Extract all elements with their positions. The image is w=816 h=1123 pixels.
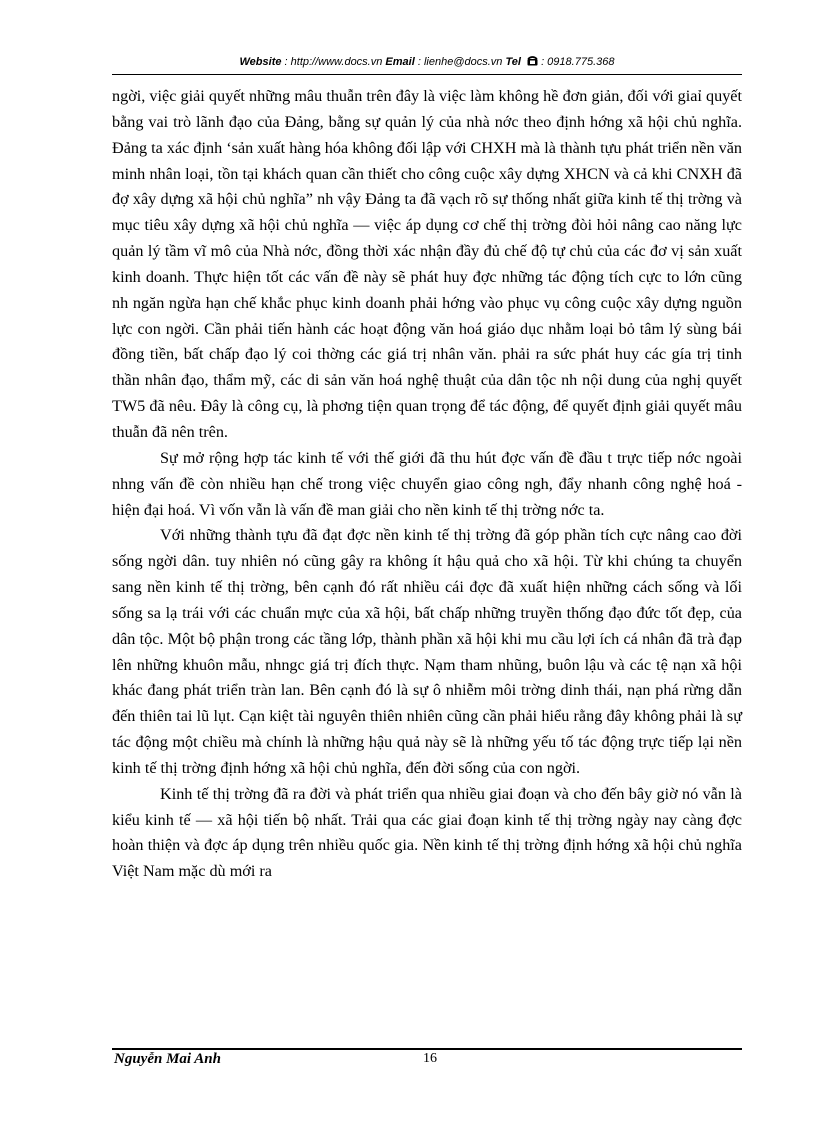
tel-value: : 0918.775.368: [538, 56, 615, 68]
document-body: [112, 84, 742, 885]
header-divider: [112, 74, 742, 75]
email-value: : lienhe@docs.vn: [414, 56, 506, 68]
paragraph-3: Với những thành tựu đã đạt đợc nền kinh tế thị trờng đã góp phần tích cực nâng cao đời sống ngời dân. tuy nhiên nó cũng gây ra không ít hậu quả cho xã hội. Từ khi chúng ta chuyển sang nền kinh tế thị trờng, bên cạnh đó rất nhiều cái đợc đã xuất hiện những cách sống và lối sống sa lạ trái với các chuẩn mực của xã hội, bất chấp những truyền thống đạo đức tốt đẹp, của dân tộc. Một bộ phận trong các tầng lớp, thành phần xã hội khi mu cầu lợi ích cá nhân đã trà đạp lên những khuôn mẫu, nhngc giá trị đích thực. Nạm tham nhũng, buôn lậu và các tệ nạn xã hội khác đang phát triển tràn lan. Bên cạnh đó là sự ô nhiễm môi trờng dinh thái, nạn phá rừng dẫn đến thiên tai lũ lụt. Cạn kiệt tài nguyên thiên nhiên cũng cần phải hiểu rằng đây không phải là sự tác động một chiều mà chính là những hậu quả này sẽ là những yếu tố tác động trực tiếp lại nền kinh tế thị trờng định hớng xã hội chủ nghĩa, đến đời sống của con ngời.: [112, 526, 742, 777]
tel-label: Tel: [505, 56, 521, 68]
paragraph-2: Sự mở rộng hợp tác kinh tế với thế giới đã thu hút đợc vấn đề đầu t trực tiếp nớc ngoài nhng vấn đề còn nhiều hạn chế trong việc chuyển giao công ngh, đẩy nhanh công nghệ hoá - hiện đại hoá. Vì vốn vẫn là vấn đề man giải cho nền kinh tế thị trờng nớc ta.: [112, 448, 742, 519]
paragraph-4: Kinh tế thị trờng đã ra đời và phát triển qua nhiều giai đoạn và cho đến bây giờ nó vẫn là kiểu kinh tế — xã hội tiến bộ nhất. Trải qua các giai đoạn kinh tế thị trờng ngày nay càng đợc hoàn thiện và đợc áp dụng trên nhiều quốc gia. Nền kinh tế thị trờng định hớng xã hội chủ nghĩa Việt Nam mặc dù mới ra: [112, 784, 742, 881]
paragraph-1: ngời, việc giải quyết những mâu thuẫn trên đây là việc làm không hề đơn giản, đối với giaỉ quyết bằng vai trò lãnh đạo của Đảng, bằng sự quản lý của nhà nớc theo định hớng xã hội chủ nghĩa. Đảng ta xác định ‘sản xuất hàng hóa không đối lập với CHXH mà là thành tựu phát triển nền văn minh nhân loại, tồn tại khách quan cần thiết cho công cuộc xây dựng XHCN và cả khi CNXH đã đợ xây dựng xã hội chủ nghĩa” nh vậy Đảng ta đã vạch rõ sự thống nhất giữa kinh tế thị trờng và mục tiêu xây dựng xã hội chủ nghĩa — việc áp dụng cơ chế thị trờng đòi hỏi nâng cao năng lực quản lý tầm vĩ mô của Nhà nớc, đồng thời xác nhận đầy đủ chế độ tự chủ của các đơ vị sản xuất kinh doanh. Thực hiện tốt các vấn đề này sẽ phát huy đợc những tác động tích cực to lớn cũng nh ngăn ngừa hạn chế khắc phục kinh doanh phải hớng vào phục vụ công cuộc xây dựng nguồn lực con ngời. Cần phải tiến hành các hoạt động văn hoá giáo dục nhằm loại bỏ tâm lý sùng bái đồng tiền, bất chấp đạo lý coi thờng các giá trị nhân văn. phải ra sức phát huy các gía trị tinh thần nhân đạo, thẩm mỹ, các di sản văn hoá nghệ thuật của dân tộc nh nội dung của nghị quyết TW5 đã nêu. Đây là công cụ, là phơng tiện quan trọng để tác động, để quyết định giải quyết mâu thuẫn đã nên trên.: [112, 87, 742, 441]
website-value: : http://www.docs.vn: [281, 56, 386, 68]
phone-icon: [527, 56, 538, 66]
page-header: [112, 56, 742, 68]
email-label: Email: [385, 56, 415, 68]
page-number: 16: [423, 1051, 437, 1066]
footer-author: Nguyễn Mai Anh: [114, 1051, 221, 1067]
website-label: Website: [239, 56, 282, 68]
footer-divider: [112, 1048, 742, 1050]
